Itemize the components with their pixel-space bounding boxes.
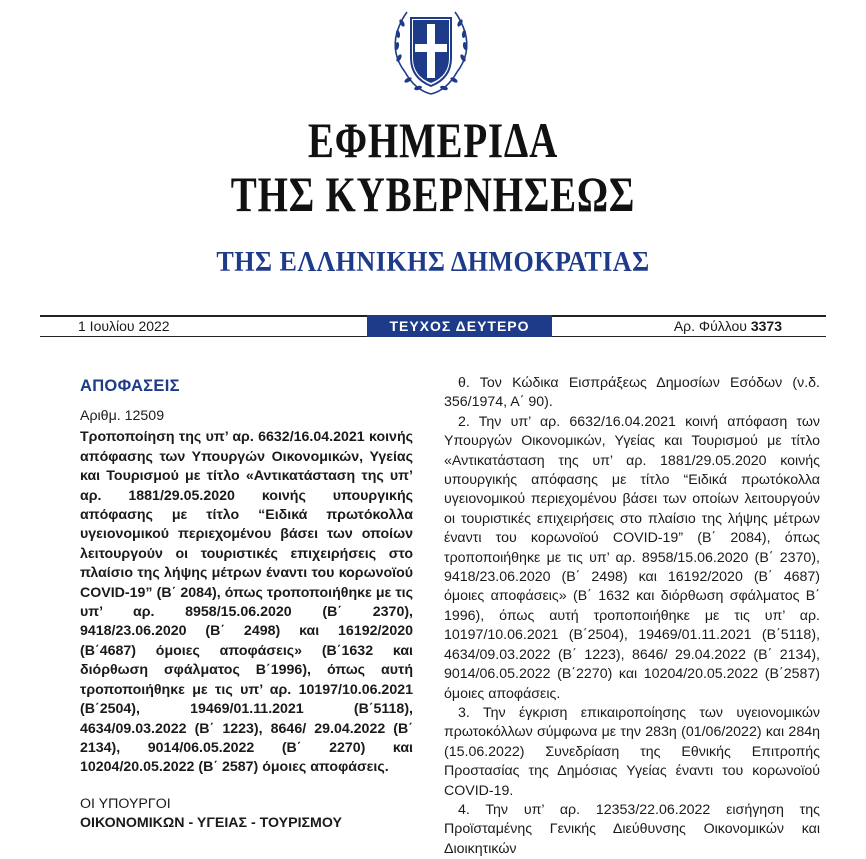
issue-info-bar [40,315,826,337]
issue-series-badge: ΤΕΥΧΟΣ ΔΕΥΤΕΡΟ [367,315,552,337]
paragraph: 2. Την υπ’ αρ. 6632/16.04.2021 κοινή απόφαση των Υπουργών Οικονομικών, Υγείας και Τουρισμού με τίτλο «Αντικατάσταση της υπ’ αρ. 1881/29.05.2020 κοινής υπουργικής απόφασης με τίτλο “Ειδικά πρωτόκολλα υγειονομικού περιεχομένου βάσει των οποίων λειτουργούν οι τουριστικές επιχειρήσεις στο πλαίσιο της λήψης μέτρων έναντι του κορωνοϊού COVID-19” (Β΄ 2084), όπως τροποποιήθηκε με τις υπ’ αρ. 8958/15.06.2020 (Β΄ 2370), 9418/23.06.2020 (Β΄ 2498) και 16192/2020 (Β΄ 4687) όμοιες αποφάσεις» (Β΄ 1632 και διόρθωση σφάλματος Β΄ 1996), όπως αυτή τροποποιήθηκε με τις υπ’ αρ. 10197/10.06.2021 (Β΄2504), 19469/01.11.2021 (Β΄5118), 4634/09.03.2022 (Β΄ 1223), 8646/ 29.04.2022 (Β΄ 2134), 9014/06.05.2022 (Β΄2270) και 10204/20.05.2022 (Β΄2587) όμοιες αποφάσεις. [444,413,820,702]
gazette-title-line1: ΕΦΗΜΕΡΙΔΑ [307,112,559,168]
ministers-line2: ΟΙΚΟΝΟΜΙΚΩΝ - ΥΓΕΙΑΣ - ΤΟΥΡΙΣΜΟΥ [80,814,342,831]
sheet-number-value: 3373 [750,318,782,334]
ministers-line1: ΟΙ ΥΠΟΥΡΓΟΙ [80,795,171,812]
decision-title: Τροποποίηση της υπ’ αρ. 6632/16.04.2021 κοινής απόφασης των Υπουργών Οικονομικών, Υγείας και Τουρισμού με τίτλο «Αντικατάσταση της υπ’ αρ. 1881/29.05.2020 κοινής υπουργικής απόφασης με τίτλο “Ειδικά πρωτόκολλα υγειονομικού περιεχομένου βάσει των οποίων λειτουργούν οι τουριστικές επιχειρήσεις στο πλαίσιο της λήψης μέτρων έναντι του κορωνοϊού COVID-19” (Β΄ 2084), όπως τροποποιήθηκε με τις υπ’ αρ. 8958/15.06.2020 (Β΄ 2370), 9418/23.06.2020 (Β΄ 2498) και 16192/2020 (Β΄4687) όμοιες αποφάσεις» (Β΄1632 και διόρθωση σφάλματος Β΄1996), όπως αυτή τροποποιήθηκε με τις υπ’ αρ. 10197/10.06.2021 (Β΄2504), 19469/01.11.2021 (Β΄5118), 4634/09.03.2022 (Β΄ 1223), 8646/ 29.04.2022 (Β΄ 2134), 9014/06.05.2022 (Β΄ 2270) και 10204/20.05.2022 (Β΄ 2587) όμοιες αποφάσεις. [80,429,413,776]
issue-date: 1 Ιουλίου 2022 [78,318,170,334]
decision-number: Αριθμ. 12509 [80,408,165,424]
section-heading: ΑΠΟΦΑΣΕΙΣ [80,377,180,395]
right-column [444,374,820,859]
sheet-label: Αρ. Φύλλου [673,318,747,334]
greek-coat-of-arms-emblem [385,2,477,102]
paragraph: 4. Την υπ’ αρ. 12353/22.06.2022 εισήγηση της Προϊσταμένης Γενικής Διεύθυνσης Οικονομικών και Διοικητικών [444,801,820,857]
left-column [80,374,413,833]
sheet-number [674,317,782,336]
paragraph: 3. Την έγκριση επικαιροποίησης των υγειονομικών πρωτοκόλλων σύμφωνα με την 283η (01/06/2022) και 284η (15.06.2022) Συνεδρίαση της Εθνικής Επιτροπής Προστασίας της Δημόσιας Υγείας έναντι του κορωνοϊού COVID-19. [444,704,820,799]
gazette-title-line2: ΤΗΣ ΚΥΒΕΡΝΗΣΕΩΣ [230,166,636,222]
paragraph: θ. Τον Κώδικα Εισπράξεως Δημοσίων Εσόδων (ν.δ. 356/1974, Α΄ 90). [444,375,820,411]
gazette-subtitle: ΤΗΣ ΕΛΛΗΝΙΚΗΣ ΔΗΜΟΚΡΑΤΙΑΣ [216,246,650,278]
